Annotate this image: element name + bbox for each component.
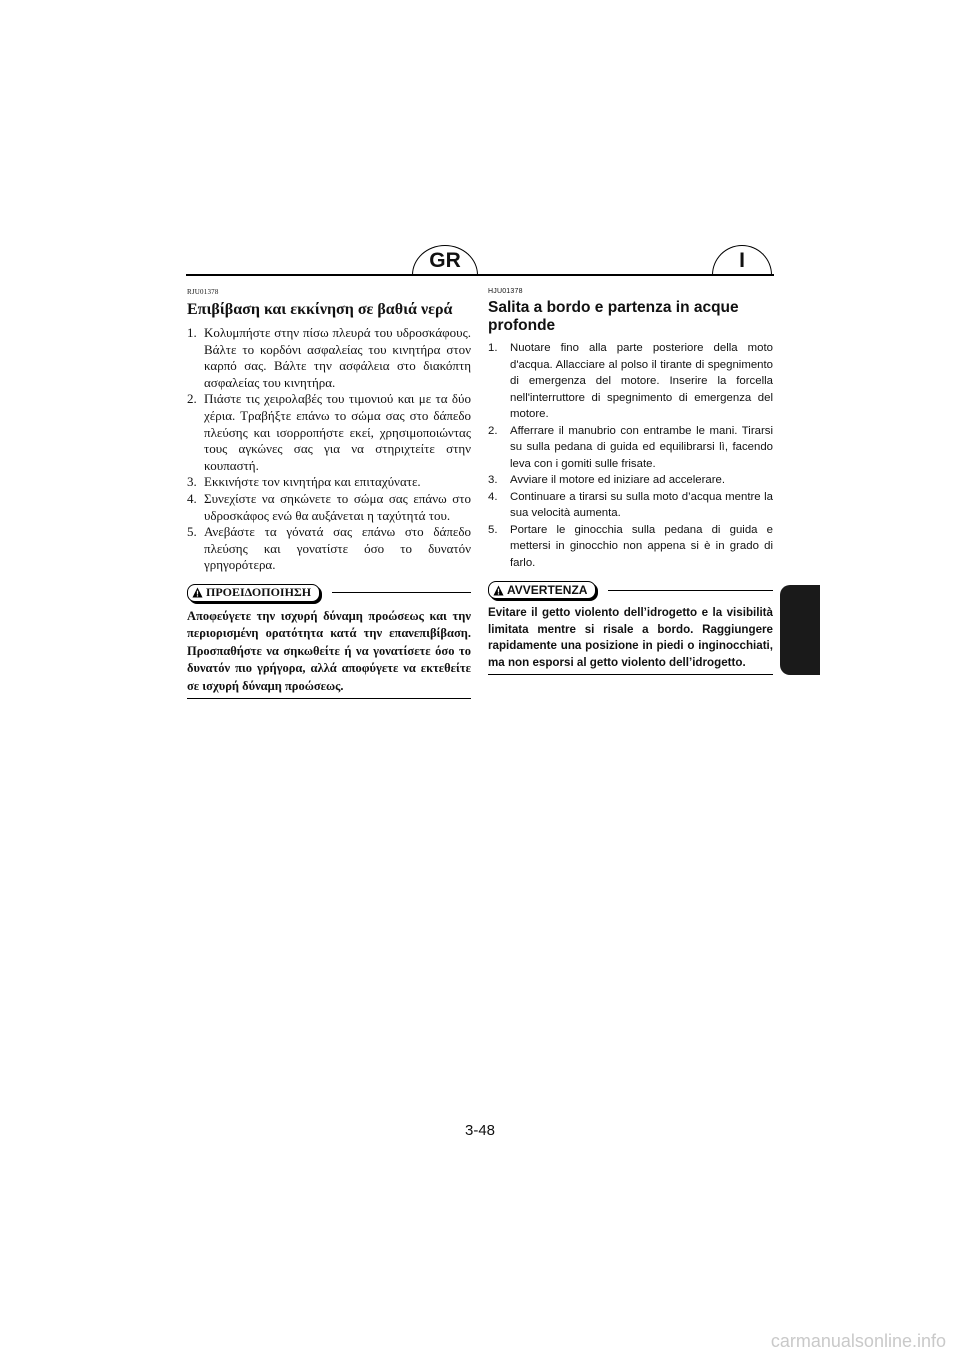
warning-label-text: AVVERTENZA [507,583,588,597]
step-number: 2 . [488,423,498,440]
section-title: Salita a bordo e partenza in acque profonde [488,299,739,334]
step-text: Συνεχίστε να σηκώνετε το σώμα σας επάνω στο υδροσκάφος ενώ θα αυξάνεται η ταχύτητά του. [204,490,471,523]
warning-text: Αποφεύγετε την ισχυρή δύναμη προώσεως και την περιορισμένη ορατότητα κατά την επανεπιβίβαση. Προσπαθήστε να σηκωθείτε ή να γονατίσετε όσο το δυνατόν πιο γρήγορα, αλλά αποφύγετε να εκτεθείτε σε ισχυρή δύναμη προώσεως. [187,608,471,693]
step-number: 4 . [488,489,498,506]
step-number: 2 . [187,391,197,408]
warning-text: Evitare il getto violento dell’idrogetto e la visibilità limitata mentre si risale a bordo. Raggiungere rapidamente una posizione in piedi o inginocchiati, ma non esporsi al getto violento dell’idrogetto. [488,606,773,669]
step-item [488,489,773,522]
warning-label [488,581,596,599]
warning-label-text: ΠΡΟΕΙΔΟΠΟΙΗΣΗ [206,585,312,600]
warning-header [187,584,471,602]
step-text: Εκκινήστε τον κινητήρα και επιταχύνατε. [204,474,421,490]
step-text: Πιάστε τις χειρολαβές του τιμονιού και με τα δύο χέρια. Τραβήξτε επάνω το σώμα σας στο δάπεδο πλεύσης και ισορροπήστε εκεί, χρησιμοποιώντας τους αγκώνες σας για να στηριχτείτε στην κουπαστή. [204,391,471,473]
step-number: 3 . [488,472,498,489]
section-code: HJU01378 [488,288,523,295]
chapter-side-tab [780,585,820,675]
step-number: 4 . [187,491,197,508]
step-number: 5 . [187,524,197,541]
header-rule [186,274,774,276]
warning-triangle-icon [493,585,504,596]
step-item [187,391,471,474]
step-number: 1 . [488,340,498,357]
step-item [187,524,471,574]
warning-triangle-icon [192,587,203,598]
step-item [187,491,471,524]
step-number: 5 . [488,522,498,539]
watermark: carmanualsonline.info [770,1331,946,1351]
step-item [187,325,471,391]
italian-column [488,288,773,675]
step-text: Continuare a tirarsi su sulla moto d’acqua mentre la sua velocità aumenta. [510,490,773,519]
step-number: 1 . [187,325,197,342]
step-text: Avviare il motore ed iniziare ad accelerare. [510,474,726,486]
warning-header [488,581,773,599]
section-title: Επιβίβαση και εκκίνηση σε βαθιά νερά [187,301,453,318]
step-item [488,472,773,489]
page-number: 3-48 [464,1122,496,1139]
language-badge-i: I [712,245,772,275]
step-item [488,423,773,473]
step-number: 3 . [187,474,197,491]
section-code: RJU01378 [187,288,219,296]
warning-rule [608,590,773,591]
step-text: Ανεβάστε τα γόνατά σας επάνω στο δάπεδο πλεύσης και γονατίστε όσο το δυνατόν γρηγορότερα. [204,524,471,573]
warning-label [187,584,320,602]
warning-end-rule [187,698,471,699]
step-text: Afferrare il manubrio con entrambe le mani. Tirarsi su sulla pedana di guida ed equilibrarsi lì, facendo leva con i gomiti sulle frisate. [510,424,773,470]
steps-list [488,340,773,571]
warning-rule [332,592,471,593]
greek-column [187,288,471,699]
step-item [488,340,773,423]
language-badge-gr: GR [412,245,478,275]
steps-list [187,325,471,574]
step-item [488,522,773,572]
step-item [187,474,471,491]
step-text: Portare le ginocchia sulla pedana di guida e mettersi in ginocchio non appena si è in grado di farlo. [510,523,773,569]
step-text: Nuotare fino alla parte posteriore della moto d'acqua. Allacciare al polso il tirante di spegnimento di emergenza del motore. Inserire la forcella nell'interruttore di spegnimento di emergenza del motore. [510,342,773,420]
warning-end-rule [488,674,773,675]
step-text: Κολυμπήστε στην πίσω πλευρά του υδροσκάφους. Βάλτε το κορδόνι ασφαλείας του κινητήρα στον καρπό σας. Βάλτε την ασφάλεια στο διακόπτη ασφαλείας του κινητήρα. [204,325,471,390]
